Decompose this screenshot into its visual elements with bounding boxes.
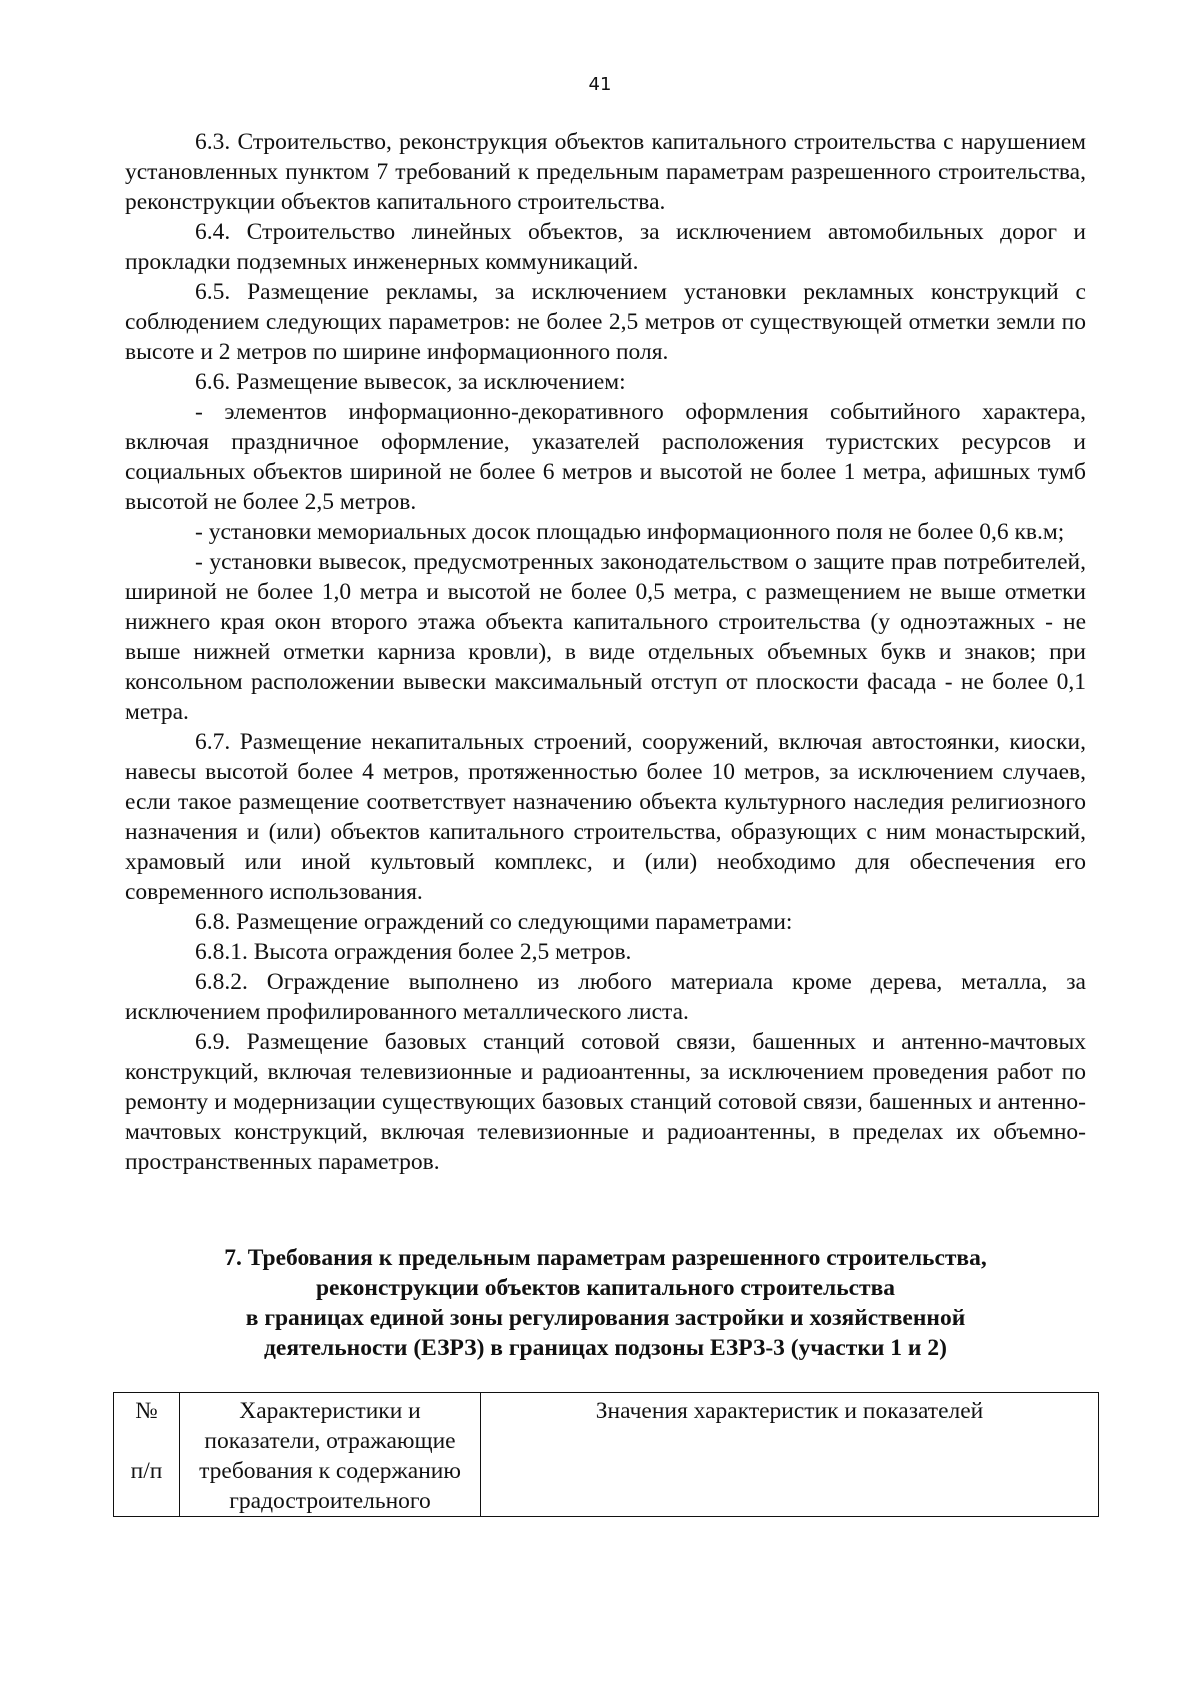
paragraph-6-6-item-decorative: - элементов информационно-декоративного оформления событийного характера, включая праздничное оформление, указателей расположения туристских ресурсов и социальных объектов шириной не более 6 метров и высотой не более 1 метра, афишных тумб высотой не более 2,5 метров.: [125, 399, 1086, 515]
paragraph-6-5: 6.5. Размещение рекламы, за исключением установки рекламных конструкций с соблюдением следующих параметров: не более 2,5 метров от существующей отметки земли по высоте и 2 метров по ширине информационного поля.: [125, 279, 1086, 365]
paragraph-6-6-item-memorial: - установки мемориальных досок площадью информационного поля не более 0,6 кв.м;: [195, 519, 1065, 545]
header-values-cell: Значения характеристик и показателей: [481, 1393, 1099, 1517]
header-number-label: п/п: [130, 1458, 163, 1484]
header-characteristics-cell: Характеристики и показатели, отражающие требования к содержанию градостроительного: [180, 1393, 481, 1517]
header-number-sign: №: [135, 1398, 158, 1424]
section-heading-line: в границах единой зоны регулирования застройки и хозяйственной: [245, 1305, 966, 1331]
paragraph-6-6: 6.6. Размещение вывесок, за исключением:: [195, 369, 626, 395]
section-heading-line: деятельности (ЕЗРЗ) в границах подзоны ЕЗРЗ-3 (участки 1 и 2): [264, 1335, 947, 1361]
paragraph-6-8-2: 6.8.2. Ограждение выполнено из любого материала кроме дерева, металла, за исключением профилированного металлического листа.: [125, 969, 1086, 1025]
header-number-cell: [114, 1393, 180, 1517]
body-text: [125, 127, 1086, 1177]
section-heading-line: реконструкции объектов капитального строительства: [315, 1275, 896, 1301]
paragraph-6-6-item-signs: - установки вывесок, предусмотренных законодательством о защите прав потребителей, шириной не более 1,0 метра и высотой не более 0,5 метра, с размещением не выше отметки нижнего края окон второго этажа объекта капитального строительства (у одноэтажных - не выше нижней отметки карниза кровли), в виде отдельных объемных букв и знаков; при консольном расположении вывески максимальный отступ от плоскости фасада - не более 0,1 метра.: [125, 549, 1086, 725]
paragraph-6-8-1: 6.8.1. Высота ограждения более 2,5 метров.: [195, 939, 632, 965]
paragraph-6-4: 6.4. Строительство линейных объектов, за исключением автомобильных дорог и прокладки подземных инженерных коммуникаций.: [125, 219, 1086, 275]
table-header-row: [114, 1393, 1099, 1517]
page-number: 41: [588, 74, 612, 95]
section-heading: [125, 1243, 1086, 1363]
section-heading-line: 7. Требования к предельным параметрам разрешенного строительства,: [224, 1245, 987, 1271]
paragraph-6-8: 6.8. Размещение ограждений со следующими параметрами:: [195, 909, 793, 935]
paragraph-6-3: 6.3. Строительство, реконструкция объектов капитального строительства с нарушением установленных пунктом 7 требований к предельным параметрам разрешенного строительства, реконструкции объектов капитального строительства.: [125, 129, 1086, 215]
paragraph-6-9: 6.9. Размещение базовых станций сотовой связи, башенных и антенно-мачтовых конструкций, включая телевизионные и радиоантенны, за исключением проведения работ по ремонту и модернизации существующих базовых станций сотовой связи, башенных и антенно-мачтовых конструкций, включая телевизионные и радиоантенны, в пределах их объемно-пространственных параметров.: [125, 1029, 1086, 1175]
paragraph-6-7: 6.7. Размещение некапитальных строений, сооружений, включая автостоянки, киоски, навесы высотой более 4 метров, протяженностью более 10 метров, за исключением случаев, если такое размещение соответствует назначению объекта культурного наследия религиозного назначения и (или) объектов капитального строительства, образующих с ним монастырский, храмовый или иной культовый комплекс, и (или) необходимо для обеспечения его современного использования.: [125, 729, 1086, 905]
requirements-table: [113, 1392, 1099, 1517]
